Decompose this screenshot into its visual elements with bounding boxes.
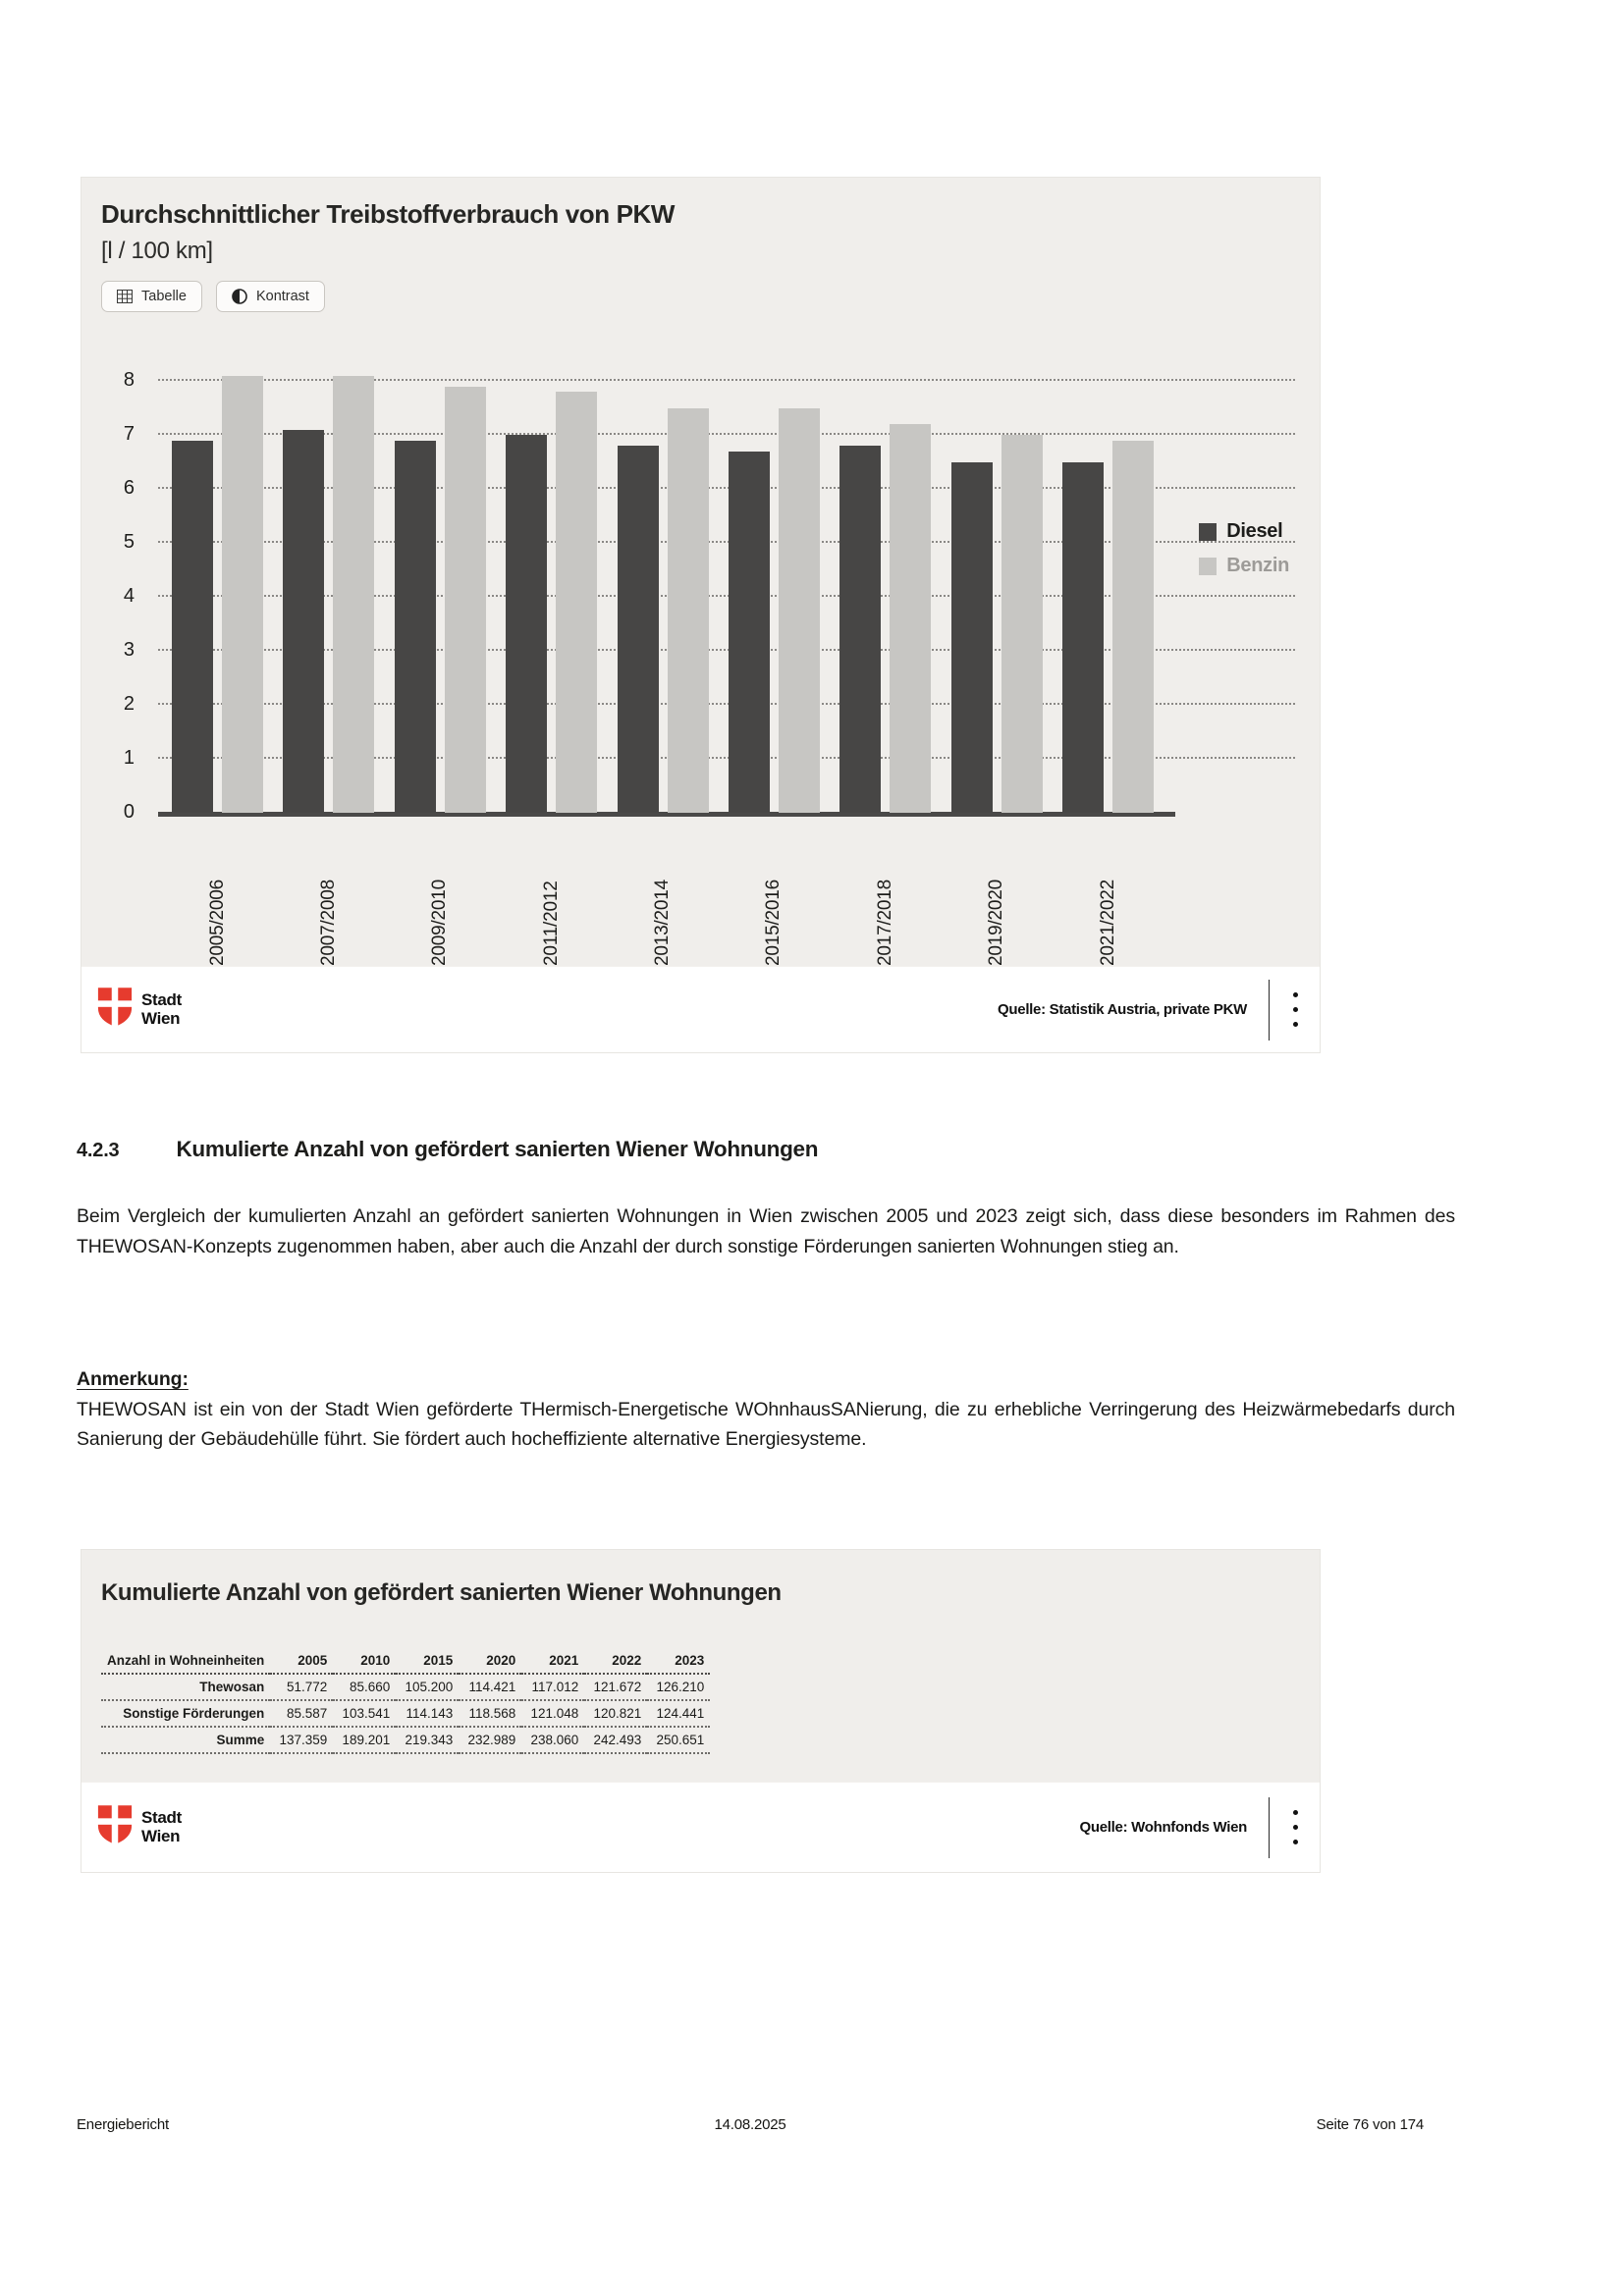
table-row bbox=[101, 1727, 710, 1753]
table-cell: 118.568 bbox=[468, 1706, 516, 1721]
footer-page-number: Seite 76 von 174 bbox=[1316, 2116, 1424, 2133]
table-cell: 120.821 bbox=[593, 1706, 642, 1721]
table-cell: 114.421 bbox=[468, 1680, 516, 1694]
table-row bbox=[101, 1700, 710, 1727]
table-view-button[interactable] bbox=[101, 281, 202, 312]
bar-benzin-2017/2018 bbox=[890, 424, 931, 813]
bar-benzin-2005/2006 bbox=[222, 376, 263, 814]
table-row-label: Summe bbox=[216, 1733, 265, 1747]
table-cell: 189.201 bbox=[342, 1733, 391, 1747]
note-label: Anmerkung: bbox=[77, 1368, 189, 1390]
table-cell: 124.441 bbox=[656, 1706, 705, 1721]
table-header-cell: 2023 bbox=[675, 1653, 705, 1668]
contrast-button-label: Kontrast bbox=[255, 289, 309, 304]
x-tick-label: 2021/2022 bbox=[1097, 879, 1118, 966]
footer-date: 14.08.2025 bbox=[714, 2116, 786, 2133]
table-cell: 232.989 bbox=[467, 1733, 516, 1747]
bar-group-2007/2008 bbox=[283, 376, 374, 814]
x-axis-labels bbox=[158, 828, 1154, 966]
table-cell: 114.143 bbox=[406, 1706, 454, 1721]
section-title: Kumulierte Anzahl von gefördert sanierten Wiener Wohnungen bbox=[176, 1137, 819, 1161]
y-tick-label: 5 bbox=[123, 531, 135, 553]
y-tick-label: 2 bbox=[123, 693, 135, 715]
bar-diesel-2019/2020 bbox=[951, 462, 993, 814]
table-cell: 238.060 bbox=[530, 1733, 579, 1747]
stadt-wien-logo: Stadt Wien bbox=[97, 1804, 182, 1850]
legend-item-benzin bbox=[1199, 555, 1289, 577]
bar-diesel-2007/2008 bbox=[283, 430, 324, 814]
x-tick-label: 2011/2012 bbox=[540, 881, 562, 966]
y-tick-label: 3 bbox=[123, 639, 135, 661]
y-tick-label: 7 bbox=[123, 423, 135, 445]
table-header-cell: 2022 bbox=[612, 1653, 642, 1668]
legend-label: Diesel bbox=[1226, 520, 1283, 542]
bar-benzin-2013/2014 bbox=[668, 408, 709, 814]
section-number: 4.2.3 bbox=[77, 1140, 120, 1161]
x-tick-label: 2015/2016 bbox=[763, 879, 785, 966]
bar-diesel-2009/2010 bbox=[395, 441, 436, 814]
chart-source: Quelle: Statistik Austria, private PKW bbox=[998, 1001, 1247, 1018]
contrast-button[interactable] bbox=[216, 281, 325, 312]
stadt-wien-logo: Stadt Wien bbox=[97, 987, 182, 1033]
bar-benzin-2009/2010 bbox=[445, 387, 486, 814]
table-card-footer bbox=[81, 1782, 1320, 1872]
bar-diesel-2011/2012 bbox=[506, 435, 547, 813]
table-header-cell: 2005 bbox=[298, 1653, 328, 1668]
divider bbox=[1269, 980, 1270, 1041]
x-tick-label: 2007/2008 bbox=[317, 879, 339, 966]
bar-diesel-2005/2006 bbox=[172, 441, 213, 814]
page-footer bbox=[77, 2116, 1424, 2133]
bar-group-2017/2018 bbox=[839, 424, 931, 813]
legend-swatch bbox=[1199, 523, 1217, 541]
wien-shield-icon bbox=[97, 987, 133, 1033]
bar-benzin-2007/2008 bbox=[333, 376, 374, 814]
chart-card-footer bbox=[81, 966, 1320, 1052]
bar-group-2009/2010 bbox=[395, 387, 486, 814]
table-header-cell: 2015 bbox=[423, 1653, 454, 1668]
table-cell: 121.048 bbox=[530, 1706, 579, 1721]
table-cell: 117.012 bbox=[531, 1680, 579, 1694]
divider bbox=[1269, 1797, 1270, 1858]
table-cell: 105.200 bbox=[405, 1680, 454, 1694]
table-row-label: Thewosan bbox=[199, 1680, 265, 1694]
bar-group-2005/2006 bbox=[172, 376, 263, 814]
bar-diesel-2017/2018 bbox=[839, 446, 881, 813]
bar-benzin-2021/2022 bbox=[1112, 441, 1154, 814]
bar-diesel-2021/2022 bbox=[1062, 462, 1104, 814]
table-header-cell: 2010 bbox=[360, 1653, 391, 1668]
bar-benzin-2015/2016 bbox=[779, 408, 820, 814]
y-axis bbox=[101, 369, 144, 823]
table-cell: 242.493 bbox=[593, 1733, 642, 1747]
y-tick-label: 4 bbox=[123, 585, 135, 607]
table-view-button-label: Tabelle bbox=[141, 289, 187, 304]
chart-card bbox=[81, 177, 1321, 1053]
bar-group-2019/2020 bbox=[951, 435, 1043, 813]
x-tick-label: 2009/2010 bbox=[429, 879, 451, 966]
chart-title: Durchschnittlicher Treibstoffverbrauch von PKW bbox=[101, 199, 676, 229]
table-row-label: Sonstige Förderungen bbox=[123, 1706, 265, 1721]
wien-shield-icon bbox=[97, 1804, 133, 1850]
bar-group-2015/2016 bbox=[729, 408, 820, 814]
table-cell: 85.587 bbox=[286, 1706, 328, 1721]
table-cell: 219.343 bbox=[405, 1733, 454, 1747]
table-cell: 137.359 bbox=[279, 1733, 328, 1747]
note-paragraph bbox=[77, 1364, 1455, 1455]
housing-table bbox=[101, 1648, 710, 1754]
legend-swatch bbox=[1199, 558, 1217, 575]
table-header-cell: 2020 bbox=[486, 1653, 516, 1668]
section-heading bbox=[77, 1137, 818, 1162]
bar-group-2011/2012 bbox=[506, 392, 597, 813]
x-tick-label: 2017/2018 bbox=[874, 879, 895, 966]
body-paragraph: Beim Vergleich der kumulierten Anzahl an gefördert sanierten Wohnungen in Wien zwischen 2005 und 2023 zeigt sich, dass diese besonders im Rahmen des THEWOSAN-Konzepts zugenommen haben, aber auch die Anzahl der durch sonstige Förderungen sanierten Wohnungen stieg an. bbox=[77, 1205, 1455, 1257]
y-tick-label: 6 bbox=[123, 477, 135, 499]
chart-legend bbox=[1199, 520, 1289, 577]
y-tick-label: 8 bbox=[123, 369, 135, 391]
table-header-cell: Anzahl in Wohneinheiten bbox=[107, 1653, 265, 1668]
bar-group-2021/2022 bbox=[1062, 441, 1154, 814]
contrast-icon bbox=[232, 289, 247, 304]
table-header-cell: 2021 bbox=[549, 1653, 579, 1668]
table-cell: 103.541 bbox=[342, 1706, 391, 1721]
bar-group-2013/2014 bbox=[618, 408, 709, 814]
legend-label: Benzin bbox=[1226, 555, 1289, 576]
x-tick-label: 2005/2006 bbox=[206, 879, 228, 966]
table-cell: 51.772 bbox=[286, 1680, 328, 1694]
bar-benzin-2019/2020 bbox=[1001, 435, 1043, 813]
kebab-menu-button[interactable] bbox=[1287, 1804, 1304, 1850]
table-cell: 126.210 bbox=[656, 1680, 705, 1694]
chart-unit-label: [l / 100 km] bbox=[101, 238, 213, 264]
x-tick-label: 2019/2020 bbox=[986, 879, 1007, 966]
y-tick-label: 1 bbox=[123, 747, 135, 769]
note-text: THEWOSAN ist ein von der Stadt Wien geförderte THermisch-Energetische WOhnhausSANierung, die zu erhebliche Verringerung des Heizwärmebedarfs durch Sanierung der Gebäudehülle führt. Sie fördert auch hocheffiziente alternative Energiesysteme. bbox=[77, 1398, 1455, 1451]
kebab-menu-button[interactable] bbox=[1287, 987, 1304, 1033]
table-cell: 121.672 bbox=[593, 1680, 642, 1694]
bar-diesel-2013/2014 bbox=[618, 446, 659, 813]
bar-benzin-2011/2012 bbox=[556, 392, 597, 813]
footer-document-name: Energiebericht bbox=[77, 2116, 169, 2133]
legend-item-diesel bbox=[1199, 520, 1289, 543]
table-cell: 250.651 bbox=[656, 1733, 705, 1747]
bar-diesel-2015/2016 bbox=[729, 452, 770, 814]
y-tick-label: 0 bbox=[123, 801, 135, 823]
table-icon bbox=[117, 290, 133, 303]
table-card bbox=[81, 1549, 1321, 1873]
bar-chart bbox=[101, 326, 1300, 966]
x-tick-label: 2013/2014 bbox=[652, 879, 673, 966]
table-cell: 85.660 bbox=[349, 1680, 391, 1694]
table-row bbox=[101, 1674, 710, 1700]
plot-area bbox=[158, 381, 1295, 813]
table-source: Quelle: Wohnfonds Wien bbox=[1079, 1819, 1247, 1836]
table-card-title: Kumulierte Anzahl von gefördert sanierten Wiener Wohnungen bbox=[101, 1579, 782, 1606]
